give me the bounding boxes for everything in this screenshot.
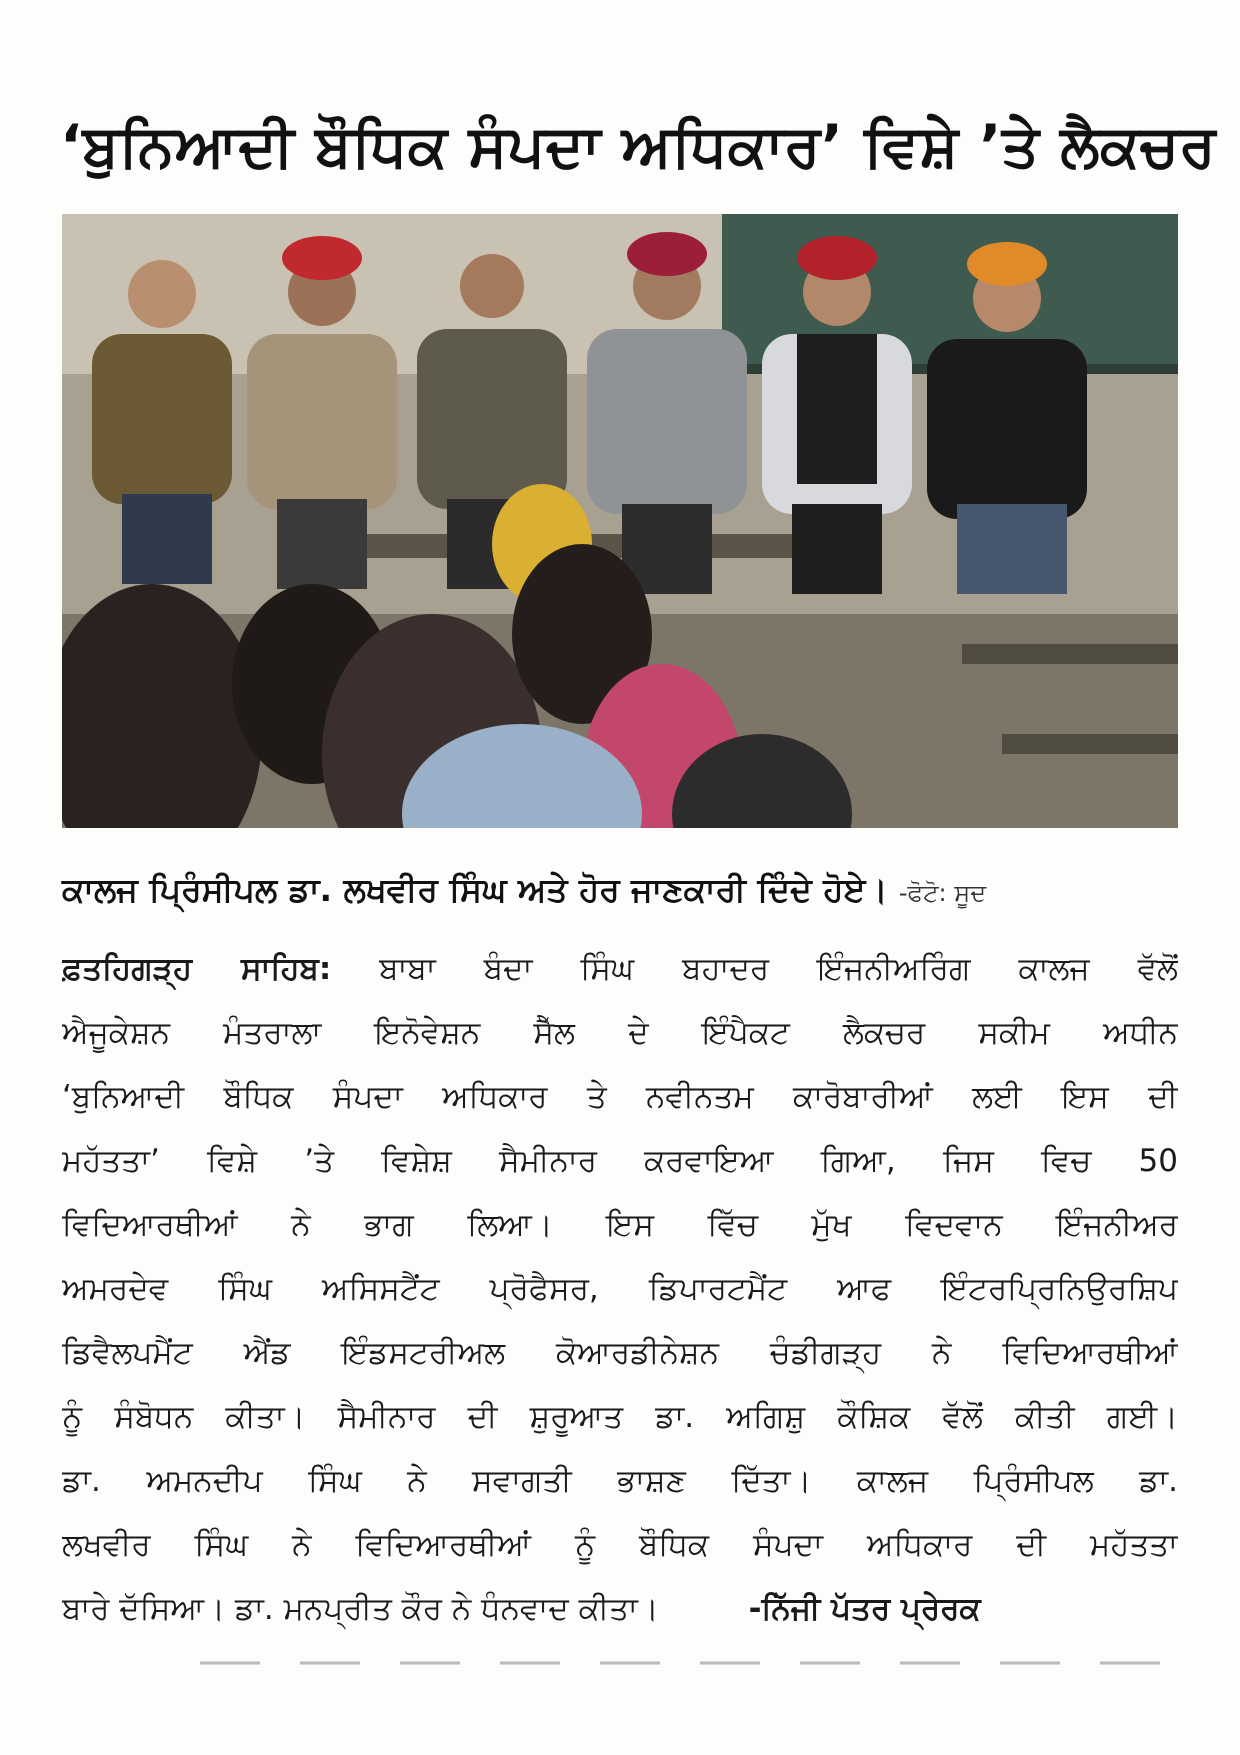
dateline: ਫ਼ਤਹਿਗੜ੍ਹ ਸਾਹਿਬ: <box>62 951 332 987</box>
article-line: ਅਮਰਦੇਵ ਸਿੰਘ ਅਸਿਸਟੈਂਟ ਪ੍ਰੋਫੈਸਰ, ਡਿਪਾਰਟਮੈਂਟ ਆਫ ਇੰਟਰਪ੍ਰਿਨਿਉਰਸ਼ਿਪ <box>62 1271 1178 1307</box>
byline: -ਨਿੱਜੀ ਪੱਤਰ ਪ੍ਰੇਰਕ <box>748 1591 981 1627</box>
article-line: ਲਖਵੀਰ ਸਿੰਘ ਨੇ ਵਿਦਿਆਰਥੀਆਂ ਨੂੰ ਬੌਧਿਕ ਸੰਪਦਾ ਅਧਿਕਾਰ ਦੀ ਮਹੱਤਤਾ <box>62 1527 1178 1563</box>
column-rule <box>200 1660 1160 1666</box>
article-line: ਡਾ. ਅਮਨਦੀਪ ਸਿੰਘ ਨੇ ਸਵਾਗਤੀ ਭਾਸ਼ਣ ਦਿੱਤਾ। ਕਾਲਜ ਪ੍ਰਿੰਸੀਪਲ ਡਾ. <box>62 1463 1178 1499</box>
news-photo <box>62 214 1178 828</box>
article-line: ਐਜੂਕੇਸ਼ਨ ਮੰਤਰਾਲਾ ਇਨੋਵੇਸ਼ਨ ਸੈੱਲ ਦੇ ਇੰਪੈਕਟ ਲੈਕਚਰ ਸਕੀਮ ਅਧੀਨ <box>62 1015 1178 1051</box>
article-line <box>62 937 1178 1001</box>
article-line <box>62 1577 1178 1641</box>
article-body <box>62 937 1178 1641</box>
article-line: ‘ਬੁਨਿਆਦੀ ਬੌਧਿਕ ਸੰਪਦਾ ਅਧਿਕਾਰ ਤੇ ਨਵੀਨਤਮ ਕਾਰੋਬਾਰੀਆਂ ਲਈ ਇਸ ਦੀ <box>62 1079 1178 1115</box>
caption-text: ਕਾਲਜ ਪ੍ਰਿੰਸੀਪਲ ਡਾ. ਲਖਵੀਰ ਸਿੰਘ ਅਤੇ ਹੋਰ ਜਾਣਕਾਰੀ ਦਿੰਦੇ ਹੋਏ। <box>62 870 888 909</box>
article-line: ਨੂੰ ਸੰਬੋਧਨ ਕੀਤਾ। ਸੈਮੀਨਾਰ ਦੀ ਸ਼ੁਰੂਆਤ ਡਾ. ਅਗਿਸ਼ੁ ਕੌਸ਼ਿਕ ਵੱਲੋਂ ਕੀਤੀ ਗਈ। <box>62 1399 1178 1435</box>
article-text: ਬਾਰੇ ਦੱਸਿਆ। ਡਾ. ਮਨਪ੍ਰੀਤ ਕੌਰ ਨੇ ਧੰਨਵਾਦ ਕੀਤਾ। <box>62 1591 659 1627</box>
photo-illustration <box>62 214 1178 828</box>
headline: ‘ਬੁਨਿਆਦੀ ਬੌਧਿਕ ਸੰਪਦਾ ਅਧਿਕਾਰ’ ਵਿਸ਼ੇ ’ਤੇ ਲੈਕਚਰ <box>60 112 1217 180</box>
article-line: ਡਿਵੈਲਪਮੈਂਟ ਐਂਡ ਇੰਡਸਟਰੀਅਲ ਕੋਆਰਡੀਨੇਸ਼ਨ ਚੰਡੀਗੜ੍ਹ ਨੇ ਵਿਦਿਆਰਥੀਆਂ <box>62 1335 1178 1371</box>
article-line: ਵਿਦਿਆਰਥੀਆਂ ਨੇ ਭਾਗ ਲਿਆ। ਇਸ ਵਿੱਚ ਮੁੱਖ ਵਿਦਵਾਨ ਇੰਜਨੀਅਰ <box>62 1207 1178 1243</box>
article-line: ਮਹੱਤਤਾ’ ਵਿਸ਼ੇ ’ਤੇ ਵਿਸ਼ੇਸ਼ ਸੈਮੀਨਾਰ ਕਰਵਾਇਆ ਗਿਆ, ਜਿਸ ਵਿਚ 50 <box>62 1143 1178 1179</box>
photo-caption <box>62 860 1178 920</box>
photo-credit: -ਫੋਟੋ: ਸੂਦ <box>898 879 987 907</box>
article-text: ਬਾਬਾ ਬੰਦਾ ਸਿੰਘ ਬਹਾਦਰ ਇੰਜਨੀਅਰਿੰਗ ਕਾਲਜ ਵੱਲੋਂ <box>379 951 1178 987</box>
